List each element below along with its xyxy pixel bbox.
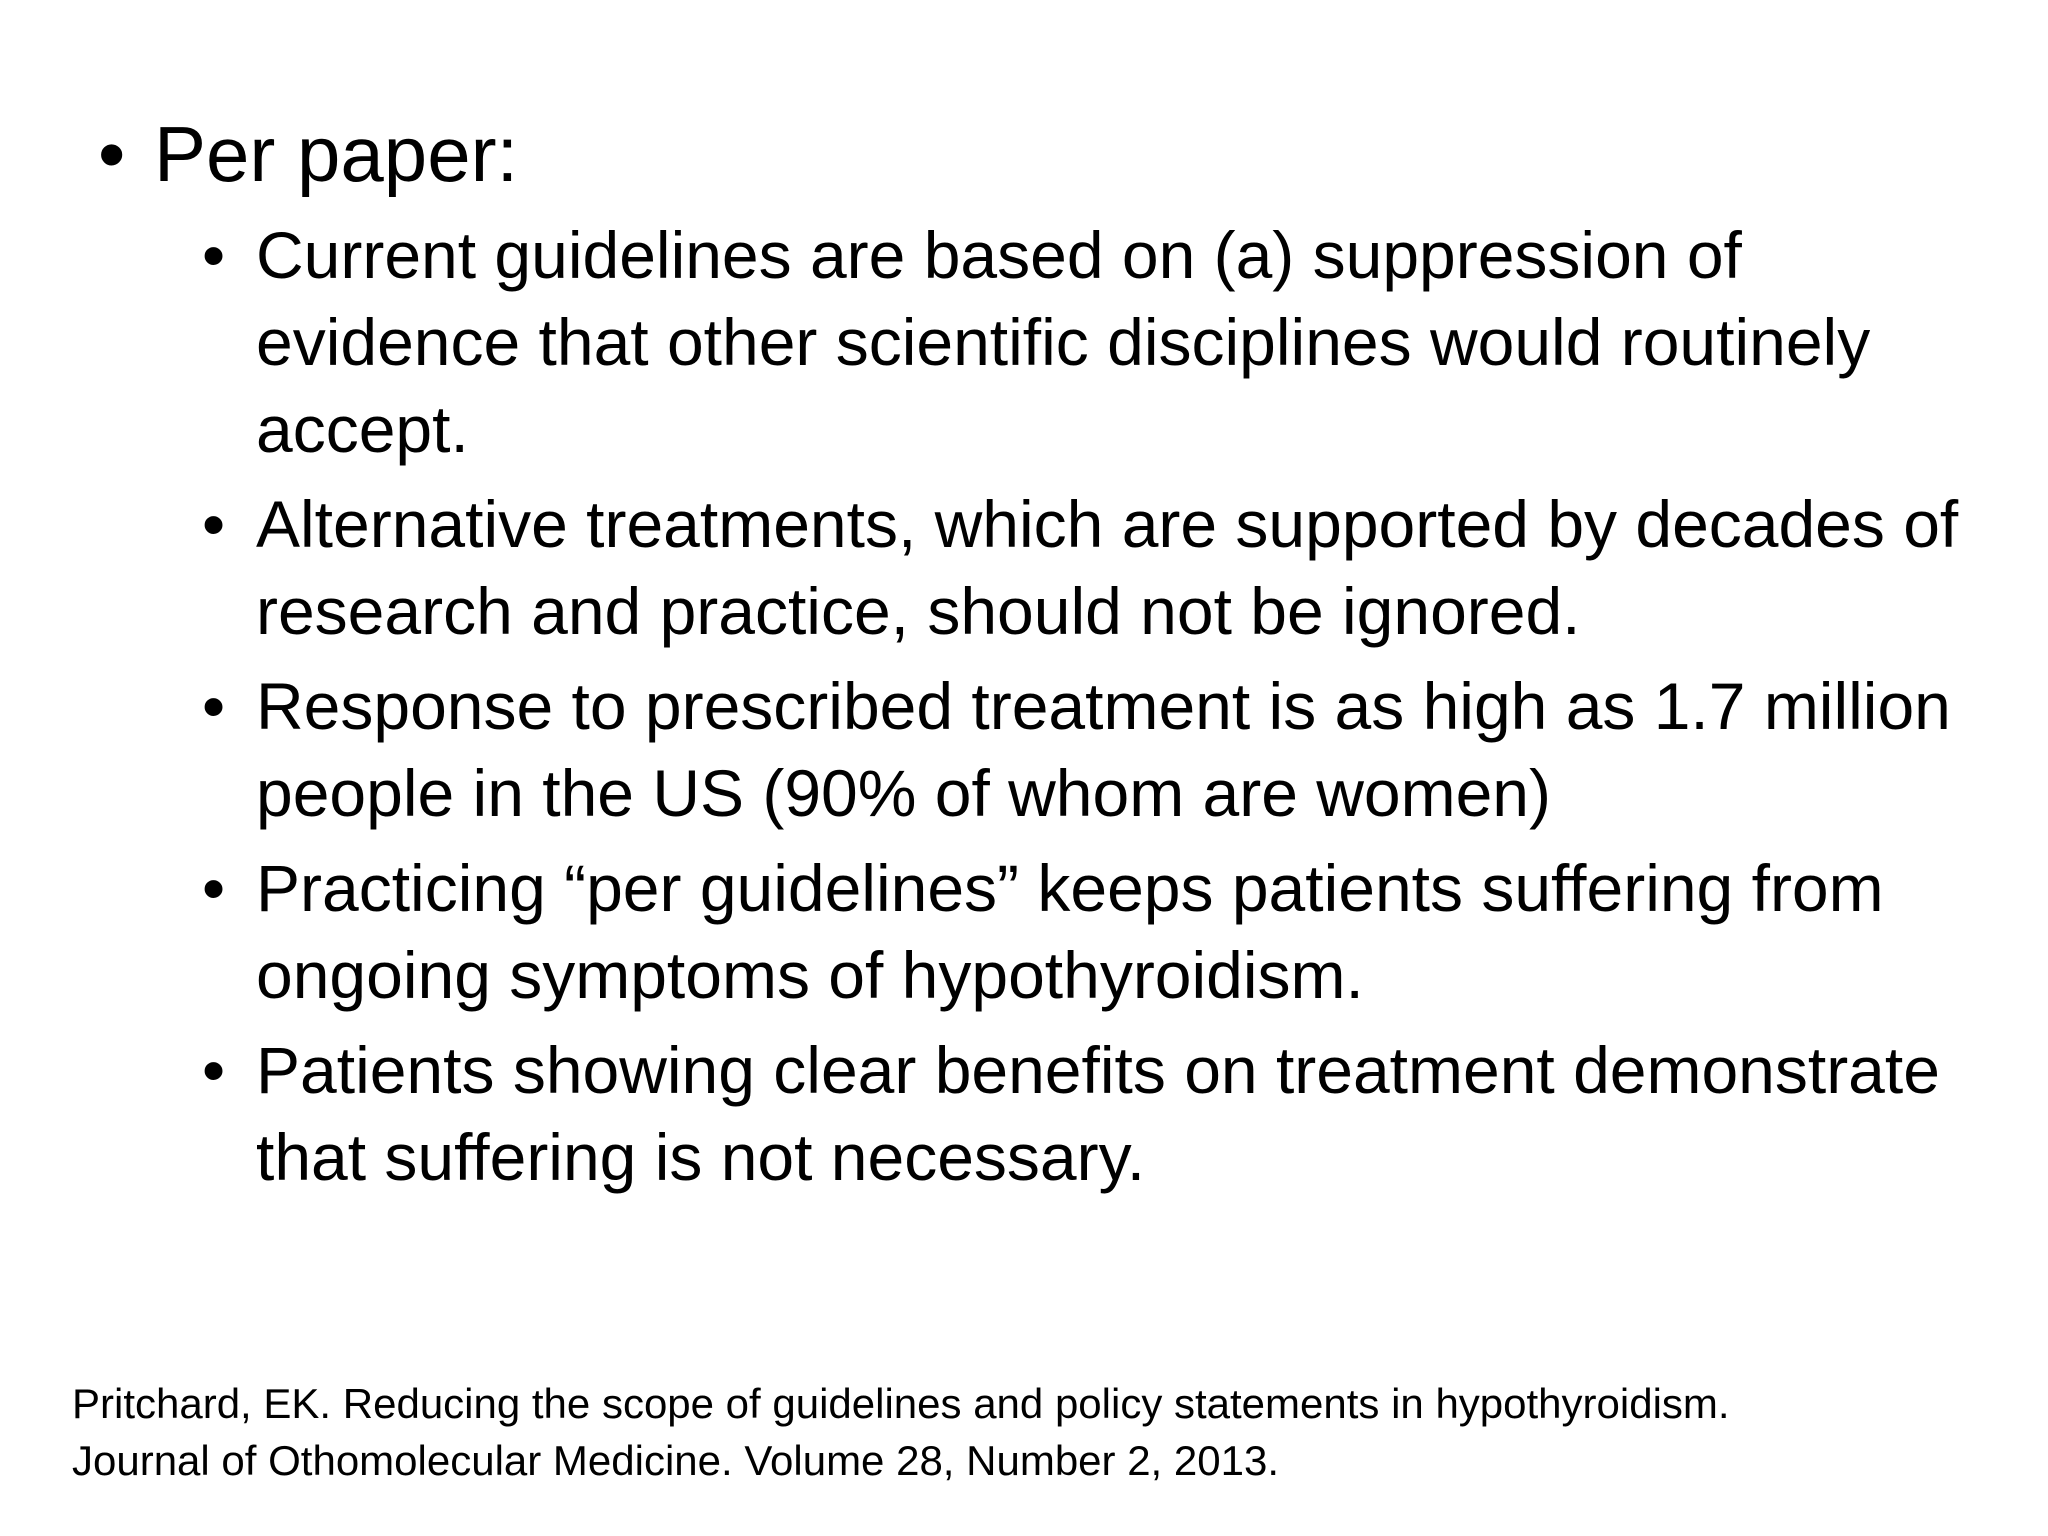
- list-item-text: Current guidelines are based on (a) suppression of evidence that other scientific disciplines would routinely accept.: [256, 218, 1871, 466]
- list-item: [202, 663, 1992, 837]
- bullet-icon: •: [202, 218, 226, 292]
- bullet-icon: •: [98, 110, 126, 198]
- sub-bullet-list: [202, 212, 1992, 1209]
- citation-line-2: Journal of Othomolecular Medicine. Volume 28, Number 2, 2013.: [72, 1437, 1279, 1484]
- citation-line-1: Pritchard, EK. Reducing the scope of guidelines and policy statements in hypothyroidism.: [72, 1380, 1730, 1427]
- list-item: [202, 481, 1992, 655]
- list-item-text: Patients showing clear benefits on treatment demonstrate that suffering is not necessary.: [256, 1033, 1940, 1194]
- list-item-text: Response to prescribed treatment is as high as 1.7 million people in the US (90% of whom are women): [256, 669, 1951, 830]
- list-item: [202, 845, 1992, 1019]
- list-item-text: Alternative treatments, which are supported by decades of research and practice, should not be ignored.: [256, 487, 1959, 648]
- bullet-icon: •: [202, 1033, 226, 1107]
- citation: [72, 1375, 2012, 1489]
- list-item: [202, 212, 1992, 473]
- bullet-icon: •: [202, 487, 226, 561]
- bullet-icon: •: [202, 851, 226, 925]
- list-item: [202, 1027, 1992, 1201]
- bullet-icon: •: [202, 669, 226, 743]
- heading-text: Per paper:: [154, 110, 519, 198]
- list-item-text: Practicing “per guidelines” keeps patients suffering from ongoing symptoms of hypothyroidism.: [256, 851, 1884, 1012]
- heading-bullet-item: [98, 108, 1998, 200]
